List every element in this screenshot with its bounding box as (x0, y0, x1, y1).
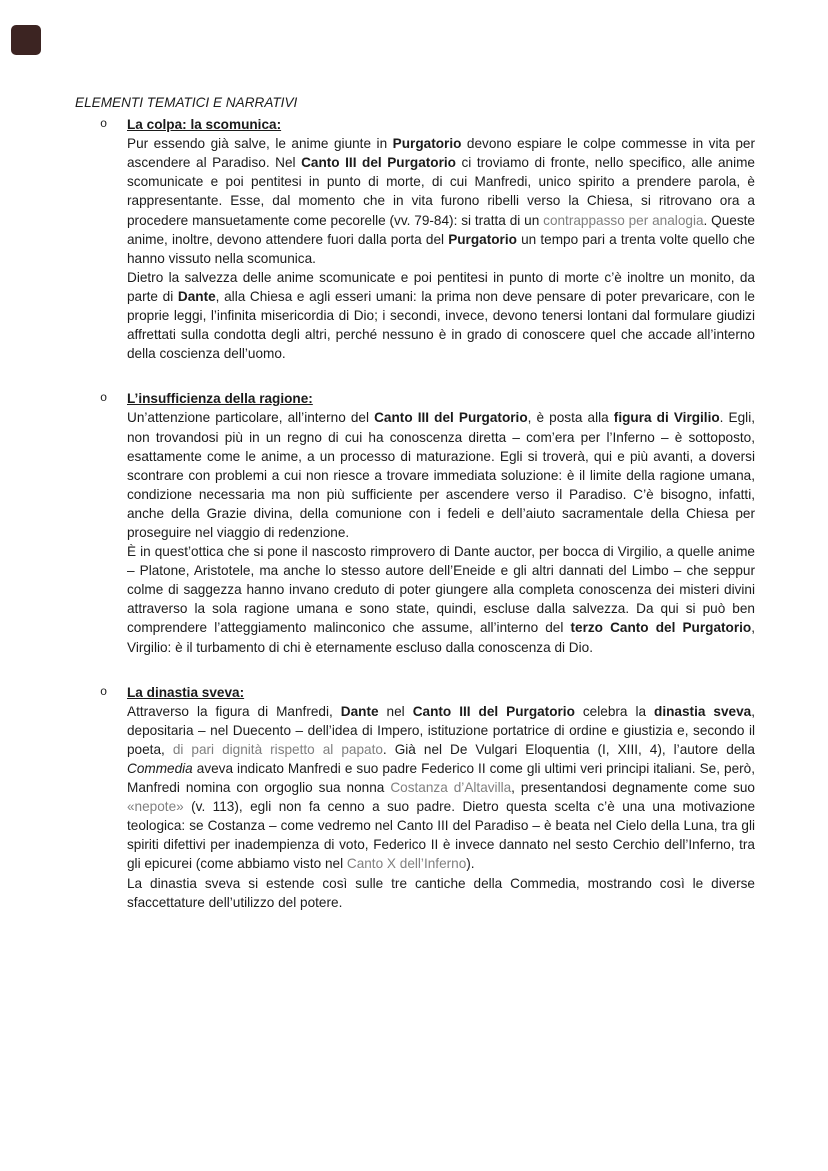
gray-text-run: di pari dignità rispetto al papato (172, 741, 383, 757)
bold-text-run: Canto III del Purgatorio (374, 410, 528, 426)
paragraph (127, 702, 755, 874)
section-heading: L’insufficienza della ragione: (127, 391, 313, 407)
text-run: Attraverso la figura di Manfredi, (127, 703, 341, 719)
section-heading: La colpa: la scomunica: (127, 117, 282, 133)
text-run: Pur essendo già salve, le anime giunte in (127, 136, 393, 152)
text-run: , presentandosi degnamente come suo (511, 780, 755, 796)
section-content (127, 683, 755, 912)
section-heading: La dinastia sveva: (127, 684, 245, 700)
text-run: . Già nel De Vulgari Eloquentia (I, XIII, 4), l’autore della (382, 741, 755, 757)
text-run: , alla Chiesa e agli esseri umani: la prima non deve pensare di poter prevaricare, con le proprie leggi, l’infinita misericordia di Dio; i secondi, invece, devono tenersi lontani dal formulare giudizi affrettati sulla condotta degli altri, perché nessuno è in grado di conoscere quel che accade all’interno della coscienza dell’uomo. (127, 288, 755, 362)
text-run: È in quest’ottica che si pone il nascosto rimprovero di Dante auctor, per bocca di Virgilio, a quelle anime – Platone, Aristotele, ma anche lo stesso autore dell’Eneide e gli altri dannati del Limbo – che seppur colme di saggezza hanno invano creduto di poter giungere alla completa conoscenza dei misteri divini attraverso la sola ragione umana e sono state, quindi, escluse dalla salvezza. Da qui si può ben comprendere l’atteggiamento malinconico che assume, all’interno del (127, 544, 755, 636)
bullet-marker: o (100, 391, 108, 406)
text-run: devono espiare le colpe commesse in vita per ascendere al Paradiso. Nel (127, 136, 756, 171)
gray-text-run: «nepote» (127, 799, 184, 815)
corner-logo-mark (11, 25, 41, 55)
bold-text-run: Dante (177, 288, 216, 304)
text-run: . Queste anime, inoltre, devono attendere fuori dalla porta del (127, 212, 755, 247)
bullet-marker: o (100, 117, 108, 132)
bold-text-run: Dante (340, 703, 379, 719)
paragraph (127, 874, 755, 912)
text-run: ). (466, 856, 475, 872)
section (100, 683, 755, 912)
bold-text-run: Purgatorio (448, 231, 517, 247)
text-run: aveva indicato Manfredi e suo padre Federico II come gli ultimi veri principi italiani. Se, però, Manfredi nomina con orgoglio sua nonna (127, 761, 755, 796)
gray-text-run: Canto X dell’Inferno (346, 856, 467, 872)
paragraph (127, 408, 755, 542)
text-run: (v. 113), egli non fa cenno a suo padre. Dietro questa scelta c’è una una motivazione teologica: se Costanza – come vedremo nel Canto III del Paradiso – è beata nel Cielo della Luna, tra gli spiriti difettivi per inadempienza di voto, Federico II è invece dannato nel sesto Cerchio dell’Inferno, tra gli epicurei (come abbiamo visto nel (127, 799, 755, 872)
section (100, 115, 755, 363)
text-run: , Virgilio: è il turbamento di chi è eternamente escluso dalla conoscenza di Dio. (127, 620, 755, 655)
bold-text-run: figura di Virgilio (613, 410, 720, 426)
paragraph (127, 134, 755, 268)
text-run: celebra la (574, 703, 655, 719)
text-run: ci troviamo di fronte, nello specifico, alle anime scomunicate e poi pentitesi in punto di morte, di cui Manfredi, unico spirito a prendere parola, è rappresentante. Esse, dal momento che in vita furono ribelli verso la Chiesa, si ritrovano ora a procedere mansuetamente come pecorelle (vv. 79-84): si tratta di un (127, 155, 755, 228)
text-run: , è posta alla (527, 410, 614, 426)
text-run: Un’attenzione particolare, all’interno del (127, 410, 375, 426)
bold-text-run: terzo Canto del Purgatorio (570, 620, 752, 636)
gray-text-run: Costanza d’Altavilla (390, 780, 512, 796)
text-run: La dinastia sveva si estende così sulle tre cantiche della Commedia, mostrando così le diverse sfaccettature dell’utilizzo del potere. (127, 875, 755, 910)
text-run: nel (378, 703, 413, 719)
paragraph (127, 542, 755, 657)
bold-text-run: Purgatorio (392, 136, 462, 152)
text-run: un tempo pari a trenta volte quello che hanno vissuto nella scomunica. (127, 231, 755, 266)
text-run: . Egli, non trovandosi più in un regno di cui ha conoscenza diretta – com’era per l’Inferno – è sottoposto, esattamente come le anime, a un processo di maturazione. Egli si troverà, qui e più avanti, a doversi scontrare con problemi a cui non riesce a trovare immediata soluzione: è il limite della ragione umana, condizione necessaria ma non più sufficiente per ascendere verso il Paradiso. C’è bisogno, infatti, anche della Grazie divina, della comunione con i fedeli e dell’aiuto sacramentale della Chiesa per proseguire nel viaggio di redenzione. (127, 410, 755, 540)
paragraph (127, 268, 755, 363)
section-content (127, 389, 755, 656)
italic-text-run: Commedia (127, 761, 193, 776)
bold-text-run: Canto III del Purgatorio (301, 155, 456, 171)
bold-text-run: Canto III del Purgatorio (412, 703, 575, 719)
sections-container (0, 112, 828, 912)
page-title: ELEMENTI TEMATICI E NARRATIVI (75, 95, 298, 110)
gray-text-run: contrappasso per analogia (543, 212, 704, 228)
text-run: , depositaria – nel Duecento – dell’idea di Impero, istituzione portatrice di ordine e giustizia e, secondo il poeta, (127, 703, 755, 757)
bullet-marker: o (100, 684, 108, 699)
section-content (127, 115, 755, 363)
section (100, 389, 755, 656)
text-run: Dietro la salvezza delle anime scomunicate e poi pentitesi in punto di morte c’è inoltre un monito, da parte di (127, 269, 755, 304)
bold-text-run: dinastia sveva (654, 703, 752, 719)
